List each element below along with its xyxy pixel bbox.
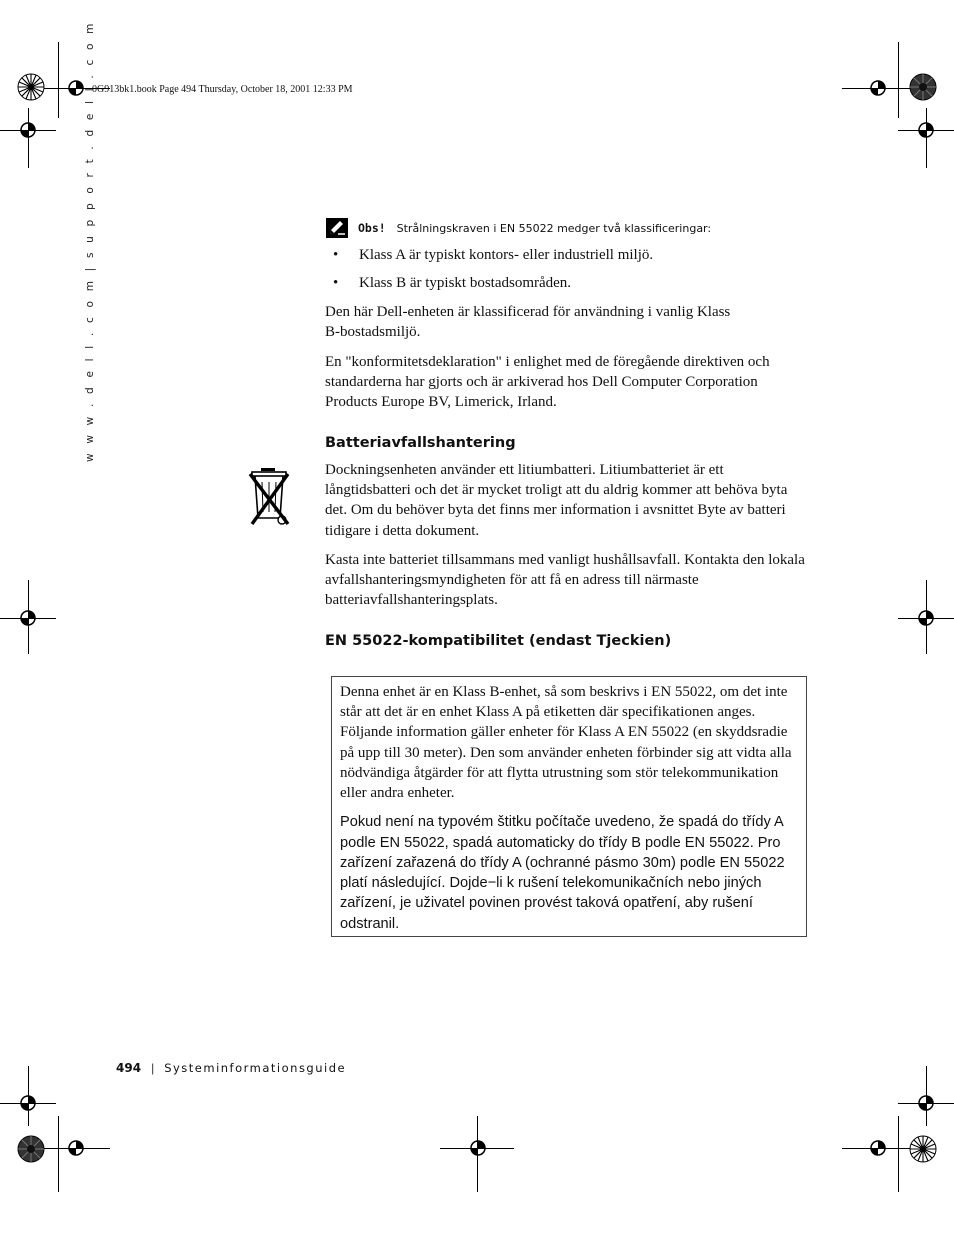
list-item: • Klass A är typiskt kontors- eller industriell miljö. (333, 245, 803, 265)
section-heading: EN 55022-kompatibilitet (endast Tjeckien) (325, 633, 672, 649)
registration-target-icon (908, 72, 938, 102)
crosshair-marker-icon (914, 1091, 938, 1115)
compliance-box (331, 676, 807, 937)
crosshair-marker-icon (866, 76, 890, 100)
crosshair-marker-icon (914, 118, 938, 142)
crosshair-marker-icon (64, 1136, 88, 1160)
section-heading: Batteriavfallshantering (325, 435, 516, 451)
file-info-header: 0G913bk1.book Page 494 Thursday, October 18, 2001 12:33 PM (92, 84, 353, 95)
crossed-out-bin-icon (246, 466, 294, 528)
crosshair-marker-icon (16, 1091, 40, 1115)
note-callout (326, 218, 796, 239)
page-footer (116, 1061, 346, 1075)
paragraph: Dockningsenheten använder ett litiumbatteri. Litiumbatteriet är ett långtidsbatteri och det är mycket troligt att du aldrig kommer att behöva byta det. Om du behöver byta det finns mer information i avsnittet Byte av batteri tidigare i detta dokument. (325, 462, 788, 539)
registration-target-icon (16, 1134, 46, 1164)
pencil-note-icon (326, 218, 348, 238)
bullet-list (333, 245, 803, 301)
note-text (358, 218, 711, 239)
paragraph: Kasta inte batteriet tillsammans med vanligt hushållsavfall. Kontakta den lokala avfallshanteringsmyndigheten för att få en adress till närmaste batteriavfallshanteringsplats. (325, 552, 805, 609)
crosshair-marker-icon (16, 606, 40, 630)
list-item: • Klass B är typiskt bostadsområden. (333, 273, 803, 293)
paragraph: En "konformitetsdeklaration" i enlighet med de föregående direktiven och standarderna har gjorts och är arkiverad hos Dell Computer Corporation Products Europe BV, Limerick, Irland. (325, 354, 770, 411)
registration-target-icon (908, 1134, 938, 1164)
note-label: Obs! (358, 221, 386, 235)
paragraph: Den här Dell-enheten är klassificerad för användning i vanlig Klass B-bostadsmiljö. (325, 304, 731, 341)
crosshair-marker-icon (466, 1136, 490, 1160)
crosshair-marker-icon (914, 606, 938, 630)
guide-title: Systeminformationsguide (164, 1061, 347, 1075)
registration-target-icon (16, 72, 46, 102)
page-number: 494 (116, 1061, 142, 1075)
footer-separator: | (151, 1061, 155, 1075)
sidebar-url: w w w . d e l l . c o m | s u p p o r t . d e l l . c o m (84, 20, 96, 462)
note-body: Strålningskraven i EN 55022 medger två klassificeringar: (396, 222, 712, 235)
compliance-text-czech: Pokud není na typovém štitku počítače uvedeno, že spadá do třídy A podle EN 55022, spadá automaticky do třídy B podle EN 55022. Pro zařízení zařazená do třídy A (ochranné pásmo 30m) podle EN 55022 platí následující. Dojde−li k rušení telekomunikačních nebo jiných zařízení, je uživatel povinen provést taková opatření, aby rušení odstranil. (340, 814, 785, 932)
compliance-text-swedish: Denna enhet är en Klass B-enhet, så som beskrivs i EN 55022, om det inte står att det är en enhet Klass A på etiketten där specifikationen anges. Följande information gäller enheter för Klass A EN 55022 (en skyddsradie på upp till 30 meter). Den som använder enheten förbinder sig att vidta alla nödvändiga åtgärder för att flytta utrustning som stör telekommunikation eller andra enheter. (340, 684, 792, 802)
crosshair-marker-icon (866, 1136, 890, 1160)
crosshair-marker-icon (16, 118, 40, 142)
